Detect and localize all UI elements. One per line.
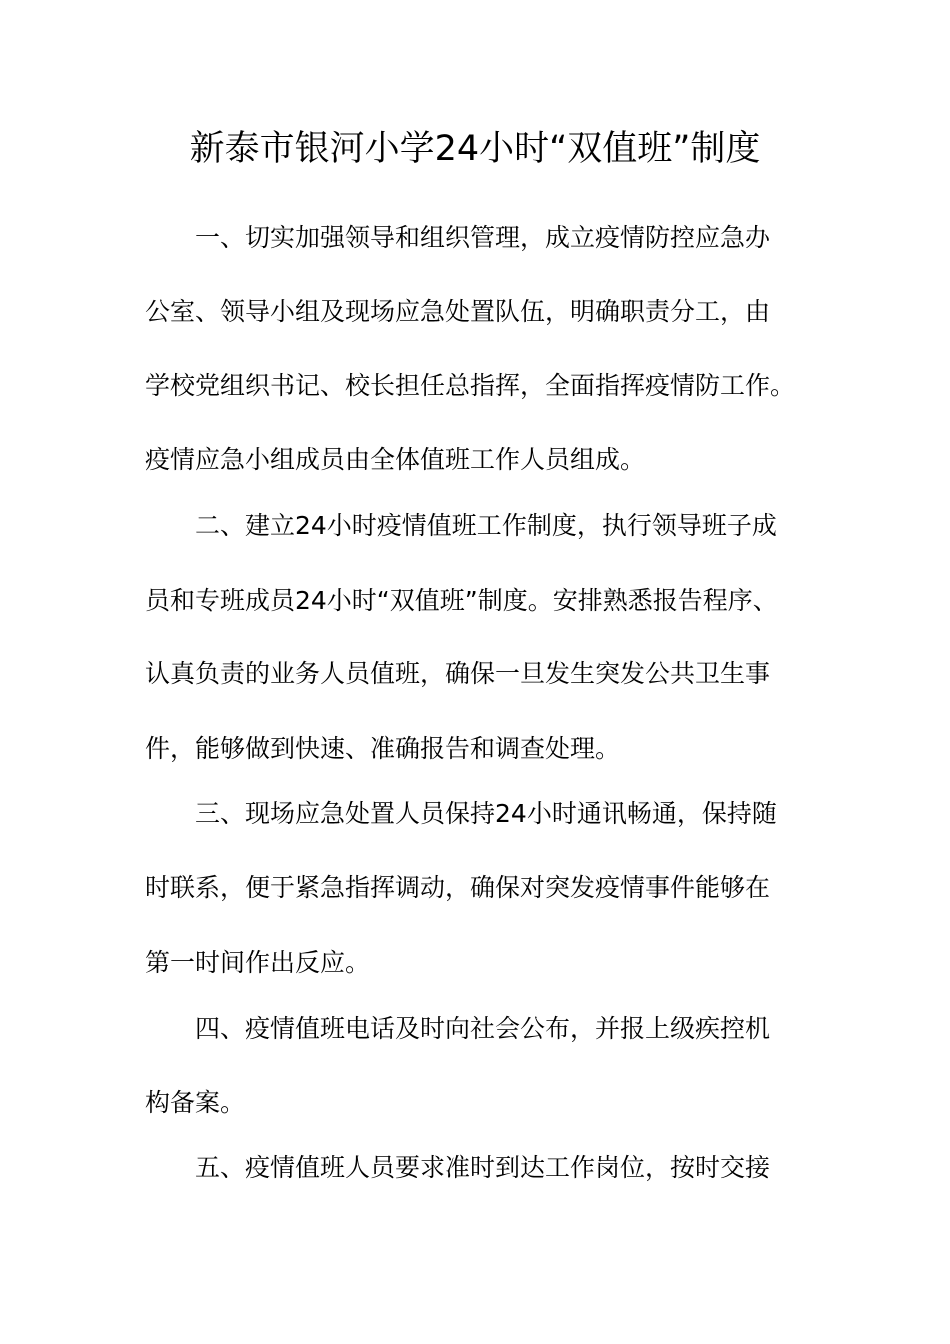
paragraph-1-line-3: 学校党组织书记、校长担任总指挥，全面指挥疫情防工作。 (145, 371, 796, 400)
paragraph-4-line-2: 构备案。 (145, 1088, 246, 1117)
paragraph-2-line-1: 二、建立24小时疫情值班工作制度，执行领导班子成 (195, 511, 777, 540)
paragraph-3-line-1: 三、现场应急处置人员保持24小时通讯畅通，保持随 (195, 799, 777, 828)
paragraph-3-line-3: 第一时间作出反应。 (145, 948, 371, 977)
paragraph-5-line-1: 五、疫情值班人员要求准时到达工作岗位，按时交接 (195, 1153, 771, 1182)
paragraph-2-line-4: 件，能够做到快速、准确报告和调查处理。 (145, 734, 621, 763)
paragraph-2-line-2: 员和专班成员24小时“双值班”制度。安排熟悉报告程序、 (145, 586, 778, 615)
paragraph-2-line-3: 认真负责的业务人员值班，确保一旦发生突发公共卫生事 (145, 659, 771, 688)
paragraph-1-line-4: 疫情应急小组成员由全体值班工作人员组成。 (145, 445, 646, 474)
document-title: 新泰市银河小学24小时“双值班”制度 (189, 129, 761, 169)
paragraph-1-line-2: 公室、领导小组及现场应急处置队伍，明确职责分工，由 (145, 297, 771, 326)
paragraph-4-line-1: 四、疫情值班电话及时向社会公布，并报上级疾控机 (195, 1014, 771, 1043)
paragraph-3-line-2: 时联系，便于紧急指挥调动，确保对突发疫情事件能够在 (145, 873, 771, 902)
paragraph-1-line-1: 一、切实加强领导和组织管理，成立疫情防控应急办 (195, 223, 771, 252)
